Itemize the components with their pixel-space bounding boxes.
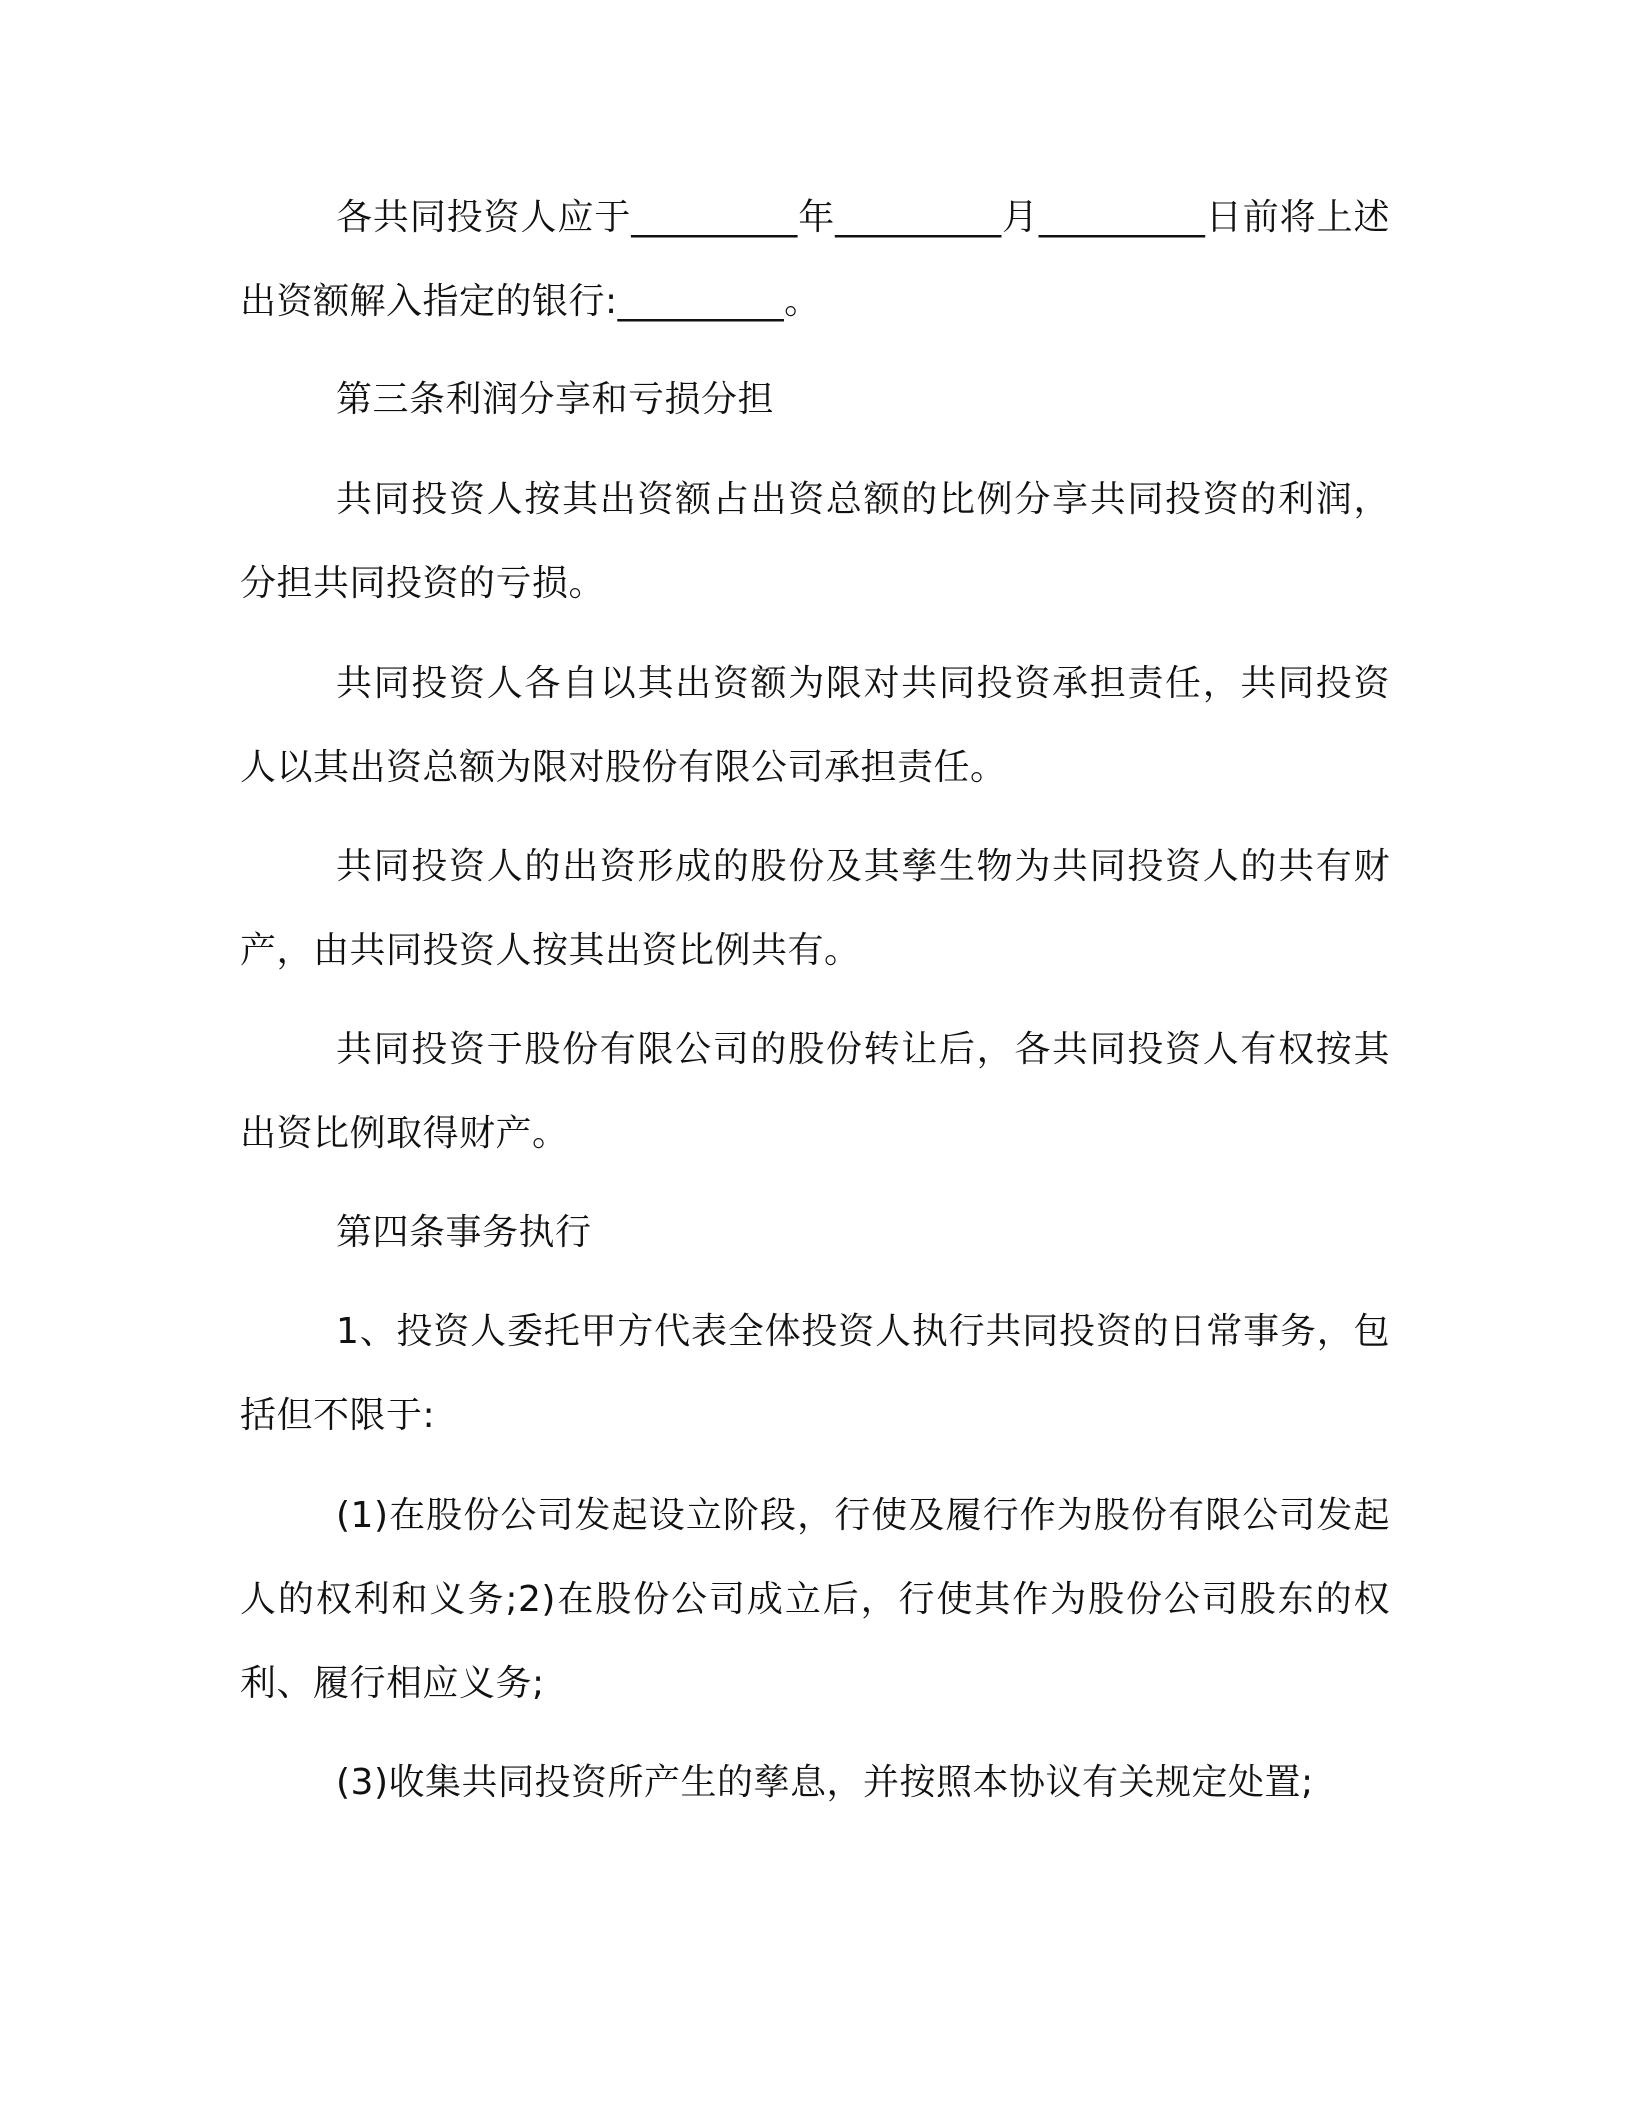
- paragraph-delegation: 1、投资人委托甲方代表全体投资人执行共同投资的日常事务，包括但不限于:: [240, 1311, 1390, 1436]
- heading-article-3: 第三条利润分享和亏损分担: [336, 379, 775, 420]
- paragraph-share-transfer: 共同投资于股份有限公司的股份转让后，各共同投资人有权按其出资比例取得财产。: [240, 1029, 1390, 1154]
- paragraph-duty-3: (3)收集共同投资所产生的孳息，并按照本协议有关规定处置;: [336, 1762, 1314, 1803]
- heading-article-4: 第四条事务执行: [336, 1212, 592, 1253]
- paragraph-joint-property: 共同投资人的出资形成的股份及其孳生物为共同投资人的共有财产，由共同投资人按其出资比例共有。: [240, 846, 1390, 971]
- paragraph-profit-sharing: 共同投资人按其出资额占出资总额的比例分享共同投资的利润，分担共同投资的亏损。: [240, 479, 1390, 604]
- paragraph-payment-deadline: 各共同投资人应于_________年_________月_________日前将上述出资额解入指定的银行:_________。: [240, 197, 1390, 322]
- paragraph-duties-1-2: (1)在股份公司发起设立阶段，行使及履行作为股份有限公司发起人的权利和义务;2)在股份公司成立后，行使其作为股份公司股东的权利、履行相应义务;: [240, 1495, 1390, 1704]
- paragraph-liability: 共同投资人各自以其出资额为限对共同投资承担责任，共同投资人以其出资总额为限对股份有限公司承担责任。: [240, 663, 1390, 788]
